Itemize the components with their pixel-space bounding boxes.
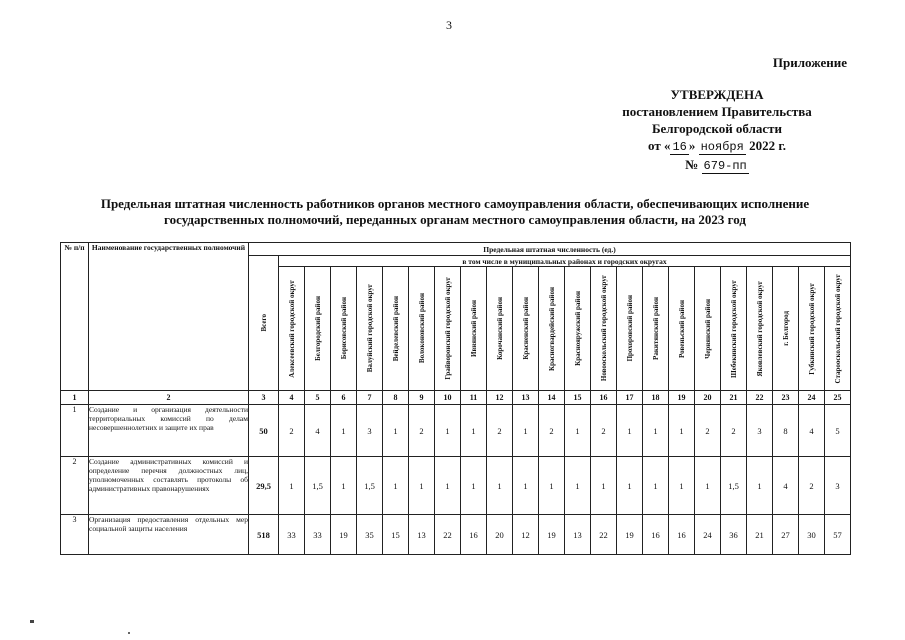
- row-value: 1: [435, 405, 461, 457]
- district-name: Ивнянский район: [469, 300, 478, 357]
- district-name: Яковлевский городской округ: [755, 280, 764, 377]
- column-number: 5: [305, 391, 331, 405]
- district-header-cell: [409, 267, 435, 391]
- column-number-row: [61, 391, 851, 405]
- number-value: 679-пп: [703, 159, 747, 173]
- column-number: 8: [383, 391, 409, 405]
- row-value: 5: [825, 405, 851, 457]
- approval-number: [587, 156, 847, 175]
- row-number: 2: [61, 457, 89, 515]
- row-value: 30: [799, 515, 825, 555]
- date-month: ноября: [700, 140, 744, 154]
- row-value: 1: [279, 457, 305, 515]
- district-header-cell: [305, 267, 331, 391]
- district-header-cell: [539, 267, 565, 391]
- approval-date: [587, 137, 847, 156]
- row-value: 1: [643, 405, 669, 457]
- district-header-cell: [695, 267, 721, 391]
- row-name: Создание административных комиссий и определение перечня должностных лиц, уполномоченных составлять протоколы об административных правонарушениях: [89, 457, 249, 515]
- column-number: 9: [409, 391, 435, 405]
- row-value: 1: [513, 405, 539, 457]
- row-total: 518: [249, 515, 279, 555]
- document-title: Предельная штатная численность работников органов местного самоуправления области, обеспечивающих исполнение государственных полномочий, переданных органам местного самоуправления области, на 2023 год: [100, 196, 810, 227]
- row-name: Организация предоставления отдельных мер социальной защиты населения: [89, 515, 249, 555]
- district-header-cell: [643, 267, 669, 391]
- column-number: 23: [773, 391, 799, 405]
- row-value: 1: [747, 457, 773, 515]
- row-value: 2: [721, 405, 747, 457]
- district-name: Чернянский район: [703, 298, 712, 359]
- row-value: 1: [669, 457, 695, 515]
- row-value: 2: [409, 405, 435, 457]
- row-value: 1: [383, 457, 409, 515]
- district-header-cell: [825, 267, 851, 391]
- row-value: 16: [669, 515, 695, 555]
- page-number: 3: [446, 18, 452, 32]
- date-day: 16: [672, 140, 687, 154]
- row-value: 1: [331, 457, 357, 515]
- district-header-cell: [591, 267, 617, 391]
- row-total: 50: [249, 405, 279, 457]
- row-value: 15: [383, 515, 409, 555]
- row-value: 16: [643, 515, 669, 555]
- row-value: 2: [695, 405, 721, 457]
- header-sub: в том числе в муниципальных районах и городских округах: [279, 256, 851, 267]
- column-number: 12: [487, 391, 513, 405]
- row-value: 13: [409, 515, 435, 555]
- column-number: 21: [721, 391, 747, 405]
- row-value: 12: [513, 515, 539, 555]
- row-number: 3: [61, 515, 89, 555]
- scan-mark: [30, 620, 34, 623]
- column-number: 4: [279, 391, 305, 405]
- row-total: 29,5: [249, 457, 279, 515]
- approval-line-2: Белгородской области: [651, 121, 783, 136]
- row-value: 1: [409, 457, 435, 515]
- table-row: [61, 457, 851, 515]
- district-header-cell: [357, 267, 383, 391]
- table-row: [61, 405, 851, 457]
- district-name: Красногвардейский район: [547, 286, 556, 371]
- row-value: 16: [461, 515, 487, 555]
- column-number: 17: [617, 391, 643, 405]
- district-name: Волоконовский район: [417, 293, 426, 364]
- number-prefix: №: [685, 157, 699, 172]
- row-value: 2: [799, 457, 825, 515]
- district-header-cell: [617, 267, 643, 391]
- row-value: 22: [435, 515, 461, 555]
- row-value: 1: [565, 405, 591, 457]
- district-name: г. Белгород: [781, 311, 790, 346]
- district-header-cell: [799, 267, 825, 391]
- row-value: 1: [435, 457, 461, 515]
- column-number: 18: [643, 391, 669, 405]
- row-value: 4: [305, 405, 331, 457]
- district-name: Корочанский район: [495, 297, 504, 360]
- header-group: Предельная штатная численность (ед.): [249, 243, 851, 256]
- row-value: 1,5: [721, 457, 747, 515]
- row-value: 22: [591, 515, 617, 555]
- district-header-cell: [331, 267, 357, 391]
- header-name: Наименование государственных полномочий: [89, 243, 249, 391]
- row-value: 3: [357, 405, 383, 457]
- district-name: Шебекинский городской округ: [729, 279, 738, 378]
- column-number: 15: [565, 391, 591, 405]
- district-name: Алексеевский городской округ: [287, 279, 296, 378]
- annex-label: Приложение: [772, 55, 847, 70]
- district-name: Новооскольский городской округ: [599, 275, 608, 382]
- row-value: 1: [591, 457, 617, 515]
- row-value: 19: [331, 515, 357, 555]
- district-name: Прохоровский район: [625, 295, 634, 362]
- row-value: 1,5: [357, 457, 383, 515]
- approval-line-1: постановлением Правительства: [622, 104, 812, 119]
- column-number: 10: [435, 391, 461, 405]
- column-number: 13: [513, 391, 539, 405]
- district-name: Борисовский район: [339, 297, 348, 360]
- district-header-cell: [513, 267, 539, 391]
- column-number: 11: [461, 391, 487, 405]
- row-value: 33: [279, 515, 305, 555]
- row-value: 1: [331, 405, 357, 457]
- column-number: 2: [89, 391, 249, 405]
- row-value: 27: [773, 515, 799, 555]
- column-number: 20: [695, 391, 721, 405]
- row-value: 19: [617, 515, 643, 555]
- row-value: 1: [461, 457, 487, 515]
- row-value: 1: [565, 457, 591, 515]
- district-name: Красненский район: [521, 297, 530, 360]
- header-no: № п/п: [61, 243, 89, 391]
- district-name: Вейделевский район: [391, 295, 400, 362]
- district-name: Ровеньский район: [677, 299, 686, 358]
- row-value: 4: [799, 405, 825, 457]
- row-value: 1: [695, 457, 721, 515]
- column-number: 3: [249, 391, 279, 405]
- row-value: 57: [825, 515, 851, 555]
- row-value: 8: [773, 405, 799, 457]
- row-value: 1: [643, 457, 669, 515]
- header-total: Всего: [259, 314, 268, 332]
- column-number: 25: [825, 391, 851, 405]
- table-row: [61, 515, 851, 555]
- column-number: 24: [799, 391, 825, 405]
- district-header-cell: [721, 267, 747, 391]
- row-value: 36: [721, 515, 747, 555]
- district-name: Старооскольский городской округ: [833, 273, 842, 384]
- row-value: 21: [747, 515, 773, 555]
- district-name: Белгородский район: [313, 296, 322, 361]
- row-value: 1: [383, 405, 409, 457]
- district-name: Губкинский городской округ: [807, 282, 816, 375]
- row-value: 3: [747, 405, 773, 457]
- row-value: 1,5: [305, 457, 331, 515]
- district-header-cell: [279, 267, 305, 391]
- column-number: 7: [357, 391, 383, 405]
- row-value: 1: [617, 405, 643, 457]
- header-total-cell: [249, 256, 279, 391]
- row-value: 2: [591, 405, 617, 457]
- row-value: 2: [279, 405, 305, 457]
- row-value: 33: [305, 515, 331, 555]
- district-header-cell: [383, 267, 409, 391]
- column-number: 22: [747, 391, 773, 405]
- row-value: 1: [513, 457, 539, 515]
- district-header-cell: [747, 267, 773, 391]
- district-name: Грайворонский городской округ: [443, 277, 452, 380]
- row-value: 1: [617, 457, 643, 515]
- row-value: 35: [357, 515, 383, 555]
- column-number: 1: [61, 391, 89, 405]
- district-header-cell: [669, 267, 695, 391]
- row-value: 1: [487, 457, 513, 515]
- row-value: 24: [695, 515, 721, 555]
- district-header-cell: [435, 267, 461, 391]
- column-number: 6: [331, 391, 357, 405]
- row-value: 19: [539, 515, 565, 555]
- row-value: 1: [461, 405, 487, 457]
- district-header-cell: [461, 267, 487, 391]
- column-number: 16: [591, 391, 617, 405]
- row-value: 20: [487, 515, 513, 555]
- row-value: 3: [825, 457, 851, 515]
- row-value: 13: [565, 515, 591, 555]
- district-name: Краснояружский район: [573, 291, 582, 366]
- row-value: 2: [487, 405, 513, 457]
- district-name: Ракитянский район: [651, 297, 660, 360]
- date-year: 2022 г.: [749, 138, 787, 153]
- date-mid: »: [688, 138, 696, 153]
- district-header-cell: [487, 267, 513, 391]
- district-header-cell: [565, 267, 591, 391]
- district-header-cell: [773, 267, 799, 391]
- staff-table: [60, 242, 851, 555]
- scan-mark: [128, 632, 130, 634]
- row-value: 1: [669, 405, 695, 457]
- row-value: 1: [539, 457, 565, 515]
- column-number: 14: [539, 391, 565, 405]
- date-prefix: от «: [647, 138, 671, 153]
- district-name: Валуйский городской округ: [365, 284, 374, 373]
- column-number: 19: [669, 391, 695, 405]
- row-number: 1: [61, 405, 89, 457]
- row-value: 4: [773, 457, 799, 515]
- approval-stamp: [587, 86, 847, 175]
- row-name: Создание и организация деятельности территориальных комиссий по делам несовершеннолетних и защите их прав: [89, 405, 249, 457]
- approved-label: УТВЕРЖДЕНА: [670, 87, 764, 102]
- row-value: 2: [539, 405, 565, 457]
